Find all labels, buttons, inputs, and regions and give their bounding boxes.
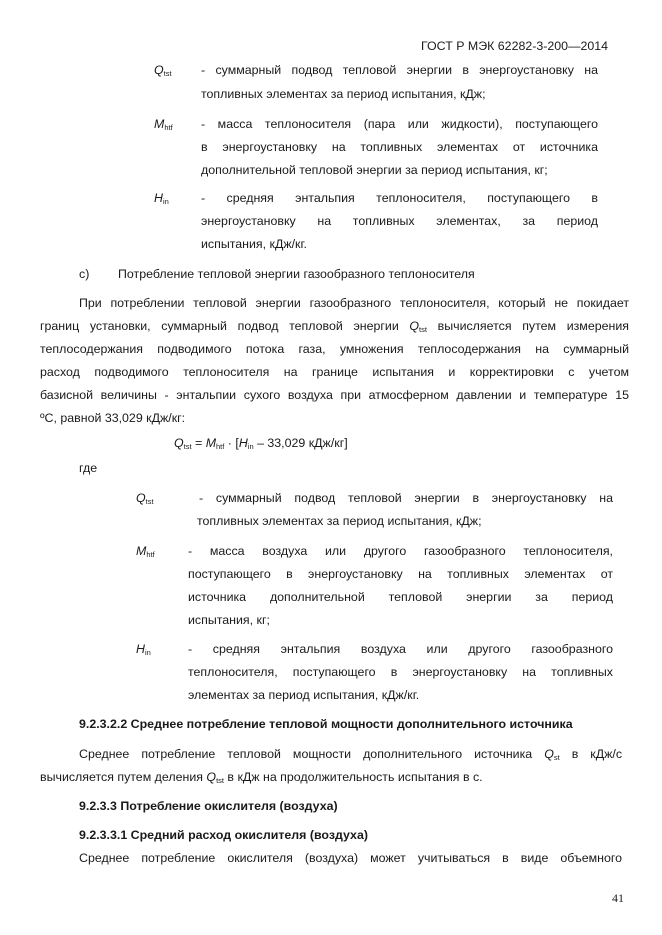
paragraph-line: теплосодержания подводимого потока газа, умножения теплосодержания на суммарный xyxy=(40,342,629,356)
definition-line: топливных элементах за период испытания, кДж; xyxy=(197,514,482,528)
definition-line: - суммарный подвод тепловой энергии в энергоустановку на xyxy=(199,491,613,505)
definition-line: в энергоустановку на топливных элементах от источника xyxy=(201,140,598,154)
definition-line: - средняя энтальпия воздуха или другого газообразного xyxy=(188,642,613,656)
list-item-c-text: Потребление тепловой энергии газообразного теплоносителя xyxy=(118,267,475,281)
definition-line: элементах за период испытания, кДж/кг. xyxy=(188,688,420,702)
section-heading-9-2-3-3-1: 9.2.3.3.1 Средний расход окислителя (воздуха) xyxy=(79,828,368,842)
definition-line: топливных элементах за период испытания, кДж; xyxy=(201,87,486,101)
symbol-h-in: $H_{in}$ xyxy=(136,642,151,657)
paragraph-line: вычисляется путем деления $Q_{tst}$ в кДж на продолжительность испытания в с. xyxy=(40,770,483,785)
definition-line: - средняя энтальпия теплоносителя, поступающего в xyxy=(201,191,598,205)
definition-line: испытания, кг; xyxy=(188,613,270,627)
paragraph-line: Среднее потребление тепловой мощности дополнительного источника $Q_{st}$ в кДж/с xyxy=(79,747,623,762)
paragraph-line: Среднее потребление окислителя (воздуха) может учитываться в виде объемного xyxy=(79,851,622,865)
definition-line: теплоносителя, поступающего в энергоустановку на топливных xyxy=(188,665,613,679)
section-heading-9-2-3-3: 9.2.3.3 Потребление окислителя (воздуха) xyxy=(79,799,338,813)
definition-line: дополнительной тепловой энергии за период испытания, кг; xyxy=(201,163,548,177)
section-heading-9-2-3-2-2: 9.2.3.2.2 Среднее потребление тепловой мощности дополнительного источника xyxy=(79,717,573,731)
paragraph-line: При потреблении тепловой энергии газообразного теплоносителя, который не покидает xyxy=(79,296,629,310)
paragraph-line: базисной величины - энтальпии сухого воздуха при атмосферном давлении и температуре 15 xyxy=(40,388,629,402)
definition-line: - масса воздуха или другого газообразного теплоносителя, xyxy=(188,544,613,558)
where-label: где xyxy=(79,461,98,475)
symbol-q-tst: $Q_{tst}$ xyxy=(136,491,154,506)
symbol-q-tst: $Q_{tst}$ xyxy=(154,63,172,78)
paragraph-line: границ установки, суммарный подвод тепловой энергии $Q_{tst}$ вычисляется путем измерения xyxy=(40,319,629,334)
symbol-m-htf: $M_{htf}$ xyxy=(136,544,155,559)
paragraph-line: расход подводимого теплоносителя на границе испытания и корректировки с учетом xyxy=(40,365,629,379)
definition-line: поступающего в энергоустановку на топливных элементах от xyxy=(188,567,613,581)
definition-line: - суммарный подвод тепловой энергии в энергоустановку на xyxy=(201,63,598,77)
list-marker-c: c) xyxy=(79,267,90,281)
symbol-h-in: $H_{in}$ xyxy=(154,191,169,206)
document-header: ГОСТ Р МЭК 62282-3-200—2014 xyxy=(421,39,609,53)
page-number: 41 xyxy=(612,891,624,905)
paragraph-line: ºC, равной 33,029 кДж/кг: xyxy=(40,411,186,425)
definition-line: - масса теплоносителя (пара или жидкости), поступающего xyxy=(201,117,598,131)
definition-line: испытания, кДж/кг. xyxy=(201,237,307,251)
symbol-m-htf: $M_{htf}$ xyxy=(154,117,173,132)
formula: $Q_{tst} = M_{htf} \cdot [H_{in} - 33,029$ кДж/кг] xyxy=(174,436,348,451)
definition-line: источника дополнительной тепловой энергии за период xyxy=(188,590,613,604)
definition-line: энергоустановку на топливных элементах, за период xyxy=(201,214,598,228)
